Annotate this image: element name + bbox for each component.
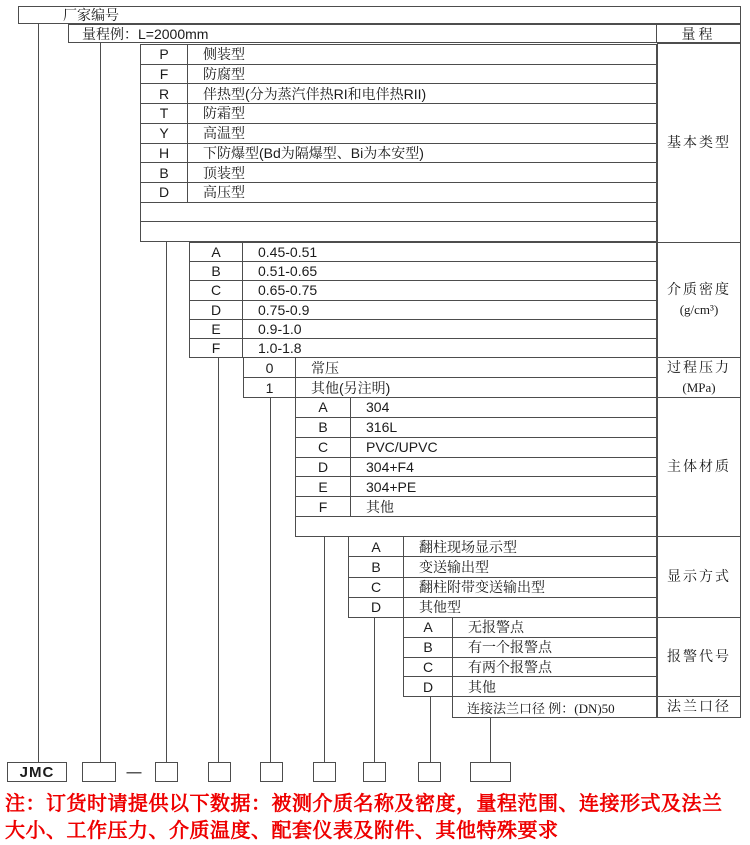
connector-line-density (218, 357, 219, 762)
category-label-density (657, 242, 741, 358)
range-example-label: 量程例：L=2000mm (82, 25, 209, 42)
code-cell: Y (141, 124, 188, 143)
table-row (190, 320, 656, 339)
desc-cell: 防腐型 (203, 66, 245, 83)
code-box-display-mode (363, 762, 386, 782)
block-pressure (243, 357, 657, 398)
code-cell: P (141, 45, 188, 64)
code-cell: H (141, 144, 188, 163)
desc-cell: 其他 (366, 498, 394, 515)
table-row (349, 598, 656, 617)
desc-cell: 有两个报警点 (468, 658, 552, 675)
category-label-display-mode (657, 536, 741, 618)
category-label-text: 基本类型 (667, 135, 731, 151)
table-row (190, 339, 656, 357)
code-cell: C (190, 281, 243, 299)
category-label-text: 显示方式 (667, 569, 731, 585)
flange-diameter-row (452, 696, 657, 718)
desc-cell: 高压型 (203, 184, 245, 201)
connector-line-pressure (270, 397, 271, 762)
block-basic-type (140, 44, 657, 242)
code-cell: A (190, 243, 243, 261)
desc-cell: 高温型 (203, 125, 245, 142)
category-label-material (657, 397, 741, 537)
code-cell: 0 (244, 358, 296, 377)
code-box-flange (470, 762, 511, 782)
connector-line-alarm (430, 696, 431, 762)
desc-cell: 0.45-0.51 (258, 244, 318, 261)
table-row (349, 557, 656, 577)
flange-diameter-text: 连接法兰口径 例：(DN)50 (467, 700, 615, 716)
desc-cell: 其他(另注明) (311, 379, 391, 396)
code-cell: D (349, 598, 404, 617)
code-cell: A (349, 537, 404, 556)
table-row (141, 124, 656, 144)
desc-cell: 304+PE (366, 478, 417, 495)
order-note-line1: 注：订货时请提供以下数据：被测介质名称及密度，量程范围、连接形式及法兰 (5, 793, 723, 815)
code-cell: F (296, 497, 351, 516)
connector-line-range (100, 42, 101, 762)
empty-cell (296, 517, 656, 536)
desc-cell: 0.51-0.65 (258, 263, 318, 280)
model-prefix-text: JMC (19, 763, 55, 781)
table-row-empty (141, 222, 656, 241)
table-row (404, 638, 656, 658)
range-example-row (68, 24, 741, 43)
table-row (190, 262, 656, 281)
table-row (296, 418, 656, 438)
desc-cell: 变送输出型 (419, 558, 489, 575)
table-row (190, 243, 656, 262)
table-row (244, 378, 656, 397)
category-label-alarm (657, 617, 741, 697)
table-row-empty (296, 517, 656, 536)
desc-cell: 有一个报警点 (468, 639, 552, 656)
connector-line-display-mode (374, 617, 375, 762)
table-row (141, 45, 656, 65)
table-row (141, 65, 656, 85)
code-cell: B (141, 163, 188, 182)
code-cell: C (296, 438, 351, 457)
code-cell: R (141, 84, 188, 103)
connector-line-material (324, 536, 325, 762)
table-row (296, 497, 656, 517)
desc-cell: 翻柱现场显示型 (419, 538, 517, 555)
category-label-text: 法兰口径 (667, 699, 731, 715)
table-row (296, 438, 656, 458)
code-cell: 1 (244, 378, 296, 397)
table-row (404, 618, 656, 638)
category-label-basic-type (657, 43, 741, 243)
category-label-pressure (657, 357, 741, 398)
code-cell: E (190, 320, 243, 338)
category-label-text: 过程压力 (667, 360, 731, 376)
desc-cell: 翻柱附带变送输出型 (419, 579, 545, 596)
table-row (244, 358, 656, 378)
desc-cell: 下防爆型(Bd为隔爆型、Bi为本安型) (203, 144, 424, 161)
desc-cell: 防霜型 (203, 105, 245, 122)
desc-cell: 常压 (311, 359, 339, 376)
category-label-text: 主体材质 (667, 459, 731, 475)
category-label-flange (657, 696, 741, 718)
table-row (296, 477, 656, 497)
desc-cell: 304+F4 (366, 459, 414, 475)
desc-cell: 侧装型 (203, 46, 245, 63)
connector-line-factory (38, 23, 39, 762)
table-row-empty (141, 203, 656, 223)
desc-cell: 0.75-0.9 (258, 301, 310, 318)
category-label-unit: (g/cm³) (679, 302, 719, 317)
code-cell: F (190, 339, 243, 357)
code-cell: D (296, 458, 351, 477)
order-note-line2: 大小、工作压力、介质温度、配套仪表及附件、其他特殊要求 (5, 820, 559, 842)
desc-cell: 伴热型(分为蒸汽伴热RI和电伴热RII) (203, 85, 427, 102)
desc-cell: 0.9-1.0 (258, 320, 302, 337)
block-density (189, 242, 657, 358)
code-cell: D (141, 183, 188, 202)
code-box-basic-type (155, 762, 178, 782)
block-alarm (403, 617, 657, 697)
desc-cell: 304 (366, 399, 390, 416)
code-cell: D (190, 301, 243, 319)
code-box-alarm (418, 762, 441, 782)
code-cell: D (404, 677, 453, 696)
connector-line-flange (490, 717, 491, 762)
category-label-unit: (MPa) (682, 379, 716, 395)
table-row (296, 458, 656, 478)
code-cell: B (190, 262, 243, 280)
code-cell: A (404, 618, 453, 637)
factory-number-row (18, 6, 741, 24)
connector-line-basic-type (166, 241, 167, 762)
code-cell: A (296, 398, 351, 417)
table-row (349, 537, 656, 557)
code-cell: E (296, 477, 351, 496)
code-box-density (208, 762, 231, 782)
table-row (141, 163, 656, 183)
order-note (5, 791, 750, 845)
block-material (295, 397, 657, 537)
dash-separator: — (126, 763, 142, 781)
table-row (141, 144, 656, 164)
table-row (404, 658, 656, 678)
desc-cell: 0.65-0.75 (258, 282, 318, 299)
model-prefix-box (7, 762, 67, 782)
desc-cell: 其他型 (419, 599, 461, 616)
table-row (141, 183, 656, 203)
code-cell: C (404, 658, 453, 677)
table-row (141, 104, 656, 124)
table-row (141, 84, 656, 104)
code-box-pressure (260, 762, 283, 782)
empty-cell (141, 203, 656, 222)
code-box-range (82, 762, 116, 782)
category-label-range: 量程 (656, 25, 740, 42)
table-row (349, 578, 656, 598)
table-row (296, 398, 656, 418)
desc-cell: 无报警点 (468, 619, 524, 636)
desc-cell: 其他 (468, 678, 496, 695)
code-cell: T (141, 104, 188, 123)
code-box-material (313, 762, 336, 782)
desc-cell: PVC/UPVC (366, 439, 438, 456)
code-cell: C (349, 578, 404, 597)
code-cell: F (141, 65, 188, 84)
category-label-text: 介质密度 (667, 283, 731, 298)
category-label-text: 报警代号 (667, 649, 731, 665)
desc-cell: 1.0-1.8 (258, 339, 302, 356)
code-cell: B (349, 557, 404, 576)
desc-cell: 顶装型 (203, 164, 245, 181)
empty-cell (141, 222, 656, 241)
block-display-mode (348, 536, 657, 618)
factory-number-label: 厂家编号 (63, 7, 119, 23)
table-row (190, 281, 656, 300)
table-row (190, 301, 656, 320)
code-cell: B (404, 638, 453, 657)
desc-cell: 316L (366, 419, 398, 436)
code-cell: B (296, 418, 351, 437)
table-row (404, 677, 656, 696)
